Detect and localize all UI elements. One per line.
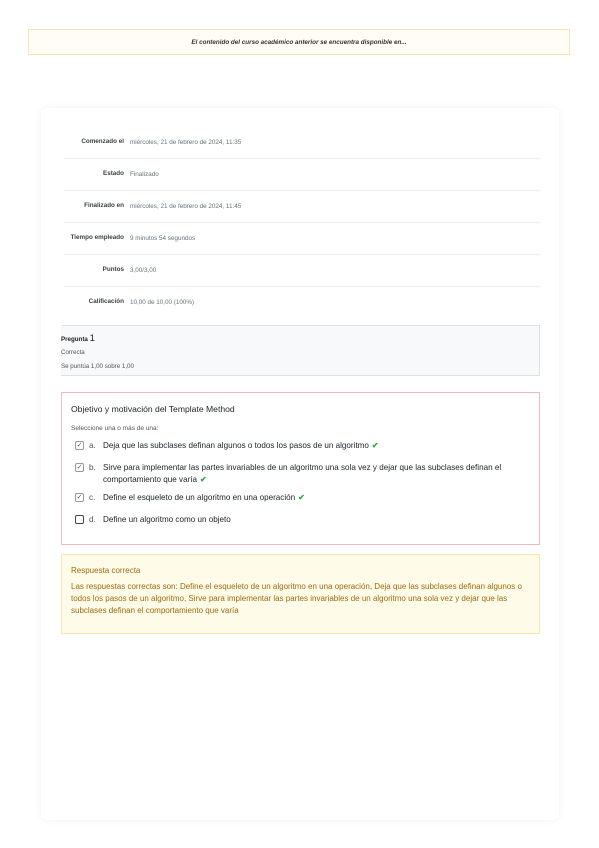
checkbox-icon[interactable]: ✓ bbox=[76, 494, 83, 501]
summary-label: Estado bbox=[64, 159, 128, 191]
option-letter: c. bbox=[89, 493, 96, 502]
summary-value: miércoles, 21 de febrero de 2024, 11:35 bbox=[130, 139, 242, 146]
summary-label: Puntos bbox=[64, 255, 128, 287]
summary-value: Finalizado bbox=[128, 159, 540, 191]
answer-option-a[interactable] bbox=[75, 440, 503, 452]
checkbox-icon[interactable]: ✓ bbox=[76, 464, 83, 471]
summary-row-grade bbox=[64, 287, 540, 319]
summary-label: Comenzado el bbox=[81, 138, 124, 146]
summary-label: Tiempo empleado bbox=[64, 223, 128, 255]
summary-value: 10,00 de 10,00 (100%) bbox=[128, 287, 540, 319]
banner-text: El contenido del curso académico anterior se encuentra disponible en... bbox=[191, 38, 407, 46]
summary-value: miércoles, 21 de febrero de 2024, 11:45 bbox=[128, 191, 540, 223]
answer-option-c[interactable] bbox=[75, 492, 503, 504]
feedback-title: Respuesta correcta bbox=[71, 566, 141, 575]
option-letter: a. bbox=[89, 441, 96, 450]
option-text: Define un algoritmo como un objeto bbox=[103, 515, 231, 524]
correct-answer-feedback bbox=[61, 554, 540, 634]
option-text: Define el esqueleto de un algoritmo en una operación bbox=[103, 493, 296, 502]
check-icon: ✔ bbox=[371, 441, 379, 450]
option-letter: d. bbox=[89, 515, 96, 524]
question-info bbox=[61, 325, 540, 376]
answer-option-d[interactable] bbox=[75, 514, 503, 526]
summary-label: Finalizado en bbox=[64, 191, 128, 223]
option-text: Sirve para implementar las partes invariables de un algoritmo una sola vez y dejar que las subclases definan el comportamiento que varía bbox=[103, 463, 502, 484]
answer-option-b[interactable] bbox=[75, 462, 503, 486]
summary-row-points bbox=[64, 255, 540, 287]
summary-label: Calificación bbox=[64, 287, 128, 319]
summary-row-state bbox=[64, 159, 540, 191]
answer-prompt: Seleccione una o más de una: bbox=[71, 425, 159, 432]
summary-value: 9 minutos 54 segundos bbox=[128, 223, 540, 255]
checkbox-icon[interactable] bbox=[75, 515, 84, 524]
summary-row-started bbox=[64, 127, 540, 159]
summary-value: 3,00/3,00 bbox=[128, 255, 540, 287]
check-icon: ✔ bbox=[200, 475, 207, 484]
previous-course-banner[interactable] bbox=[28, 29, 570, 55]
feedback-text: Las respuestas correctas son: Define el esqueleto de un algoritmo en una operación, Deja que las subclases definan algunos o todos los pasos de un algoritmo, Sirve para implementar las partes invariables de un algoritmo una sola vez y dejar que las subclases definan el comportamiento que varía bbox=[71, 582, 522, 615]
option-text: Deja que las subclases definan algunos o todos los pasos de un algoritmo bbox=[103, 441, 369, 450]
question-label: Pregunta bbox=[61, 336, 88, 343]
check-icon: ✔ bbox=[298, 493, 305, 502]
attempt-summary-table bbox=[64, 127, 540, 318]
option-letter: b. bbox=[89, 463, 96, 472]
question-grade: Se puntúa 1,00 sobre 1,00 bbox=[61, 363, 134, 370]
question-formulation bbox=[61, 392, 540, 545]
question-number: 1 bbox=[89, 333, 95, 344]
question-text: Objetivo y motivación del Template Method bbox=[71, 404, 235, 414]
question-state: Correcta bbox=[61, 349, 85, 356]
question-title bbox=[61, 333, 95, 344]
checkbox-icon[interactable]: ✓ bbox=[76, 442, 83, 449]
summary-row-time bbox=[64, 223, 540, 255]
summary-row-finished bbox=[64, 191, 540, 223]
